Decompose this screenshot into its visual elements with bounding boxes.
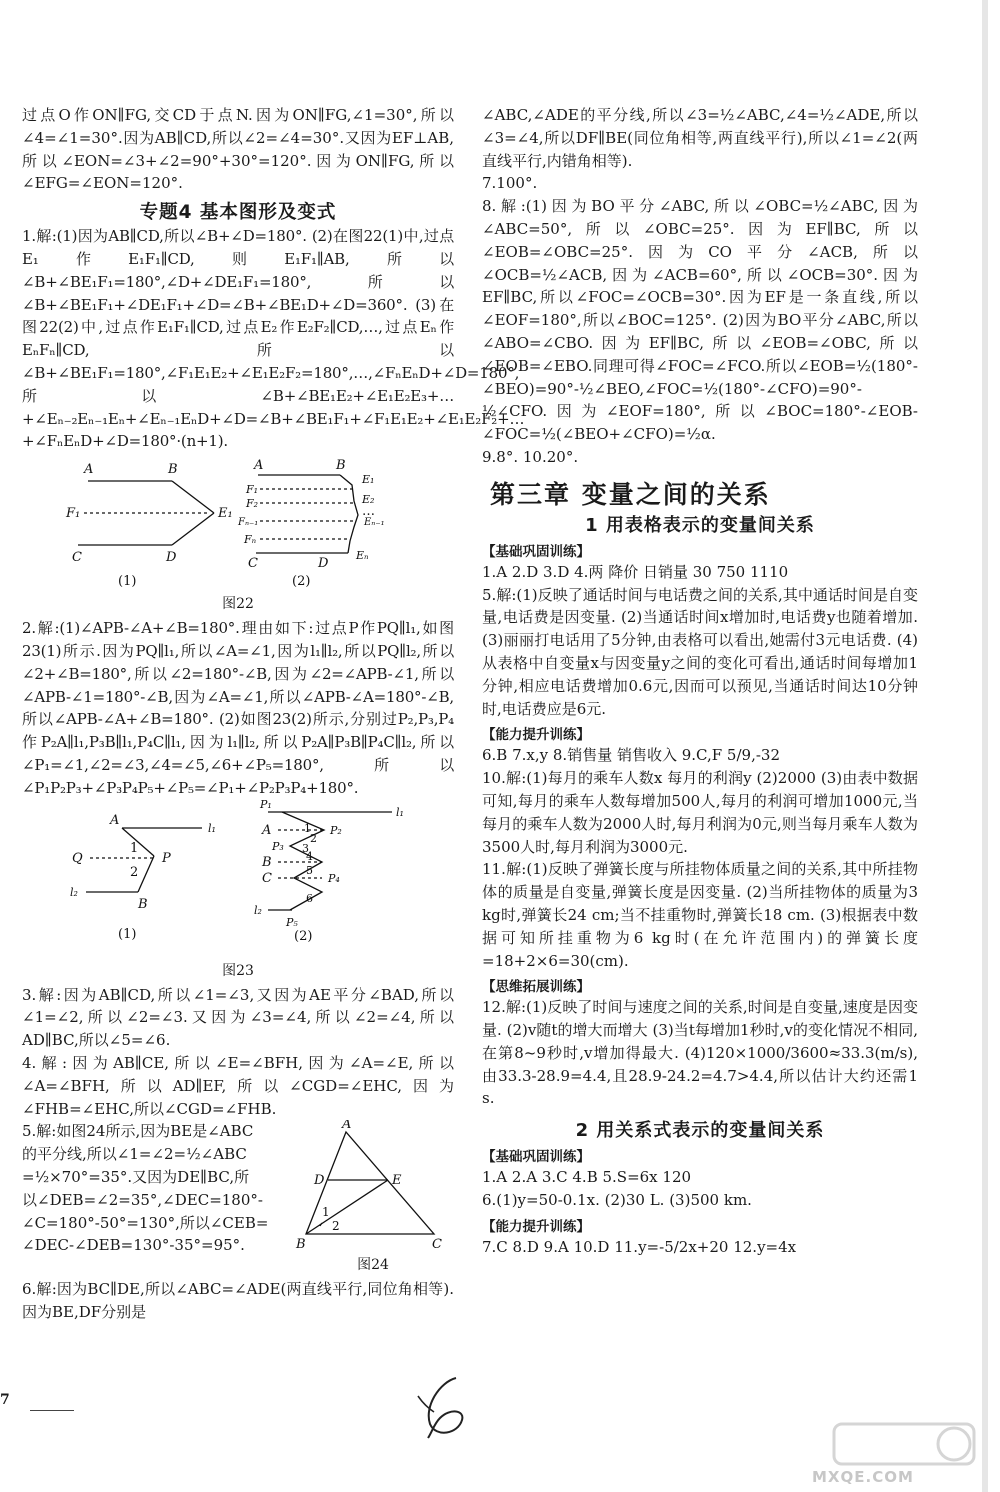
fig22-label: A: [84, 462, 94, 478]
fig23-label: P₂: [330, 823, 342, 837]
fig23-label: 6: [306, 891, 313, 905]
fig22-label: Fₙ₋₁: [238, 517, 259, 529]
fig23-label: 1: [130, 840, 139, 856]
fig24-label: B: [296, 1237, 306, 1251]
watermark-logo: [832, 1420, 982, 1468]
s1-ability-answers: 6.B 7.x,y 8.销售量 销售收入 9.C,F 5/9,-32: [482, 746, 780, 765]
fig23-label: 4: [306, 849, 313, 863]
fig23-label: P: [162, 850, 171, 866]
s1-question-5: 5.解:(1)反映了通话时间与电话费之间的关系,其中通话时间是自变量,电话费是因变量. (2)当通话时间x增加时,电话费y也随着增加. (3)丽丽打电话用了5分钟,由表格可以看出,她需付3元电话费. (4)从表格中自变量x与因变量y之间的变化可看出,通话时间每增加1分钟,相应电话费增加0.6元,因而可以预见,当通话时间达10分钟时,电话费应是6元.: [482, 585, 918, 718]
figure-23-caption: 图23: [222, 962, 254, 979]
figure-23: [22, 800, 454, 960]
s2-basic-answers: 1.A 2.A 3.C 4.B 5.S=6x 120: [482, 1168, 692, 1187]
fig24-label: E: [392, 1173, 402, 1189]
fig23-label: P₄: [328, 871, 340, 885]
fig24-label: A: [342, 1120, 352, 1133]
fig23-label: B: [262, 854, 272, 870]
tag-thinking: 【思维拓展训练】: [482, 979, 590, 996]
fig22-label: (2): [292, 574, 311, 590]
question-5-line: ∠C=180°-50°=130°,所以∠CEB=: [22, 1213, 269, 1232]
fig24-label: 1: [322, 1205, 330, 1220]
fig23-label: 2: [310, 831, 317, 845]
page-number-rule: [30, 1410, 74, 1411]
s1-question-12: 12.解:(1)反映了时间与速度之间的关系,时间是自变量,速度是因变量. (2)v随t的增大而增大 (3)当t每增加1秒时,v的变化情况不相同,在第8~9秒时,v增加得最大. (4)120×1000/3600≈33.3(m/s),由33.3-28.9=4.4,且28.9-24.2=4.7>4.4,所以估计大约还需1 s.: [482, 998, 918, 1108]
question-4: 4.解:因为AB∥CE,所以∠E=∠BFH,因为∠A=∠E,所以∠A=∠BFH,所以AD∥EF,所以∠CGD=∠EHC,因为∠FHB=∠EHC,所以∠CGD=∠FHB.: [22, 1053, 454, 1118]
fig23-label: B: [138, 896, 148, 912]
fig23-label: 2: [130, 864, 139, 880]
handwritten-scribble: [410, 1372, 490, 1442]
page-number: 7: [0, 1392, 10, 1408]
s1-question-10: 10.解:(1)每月的乘车人数x 每月的利润y (2)2000 (3)由表中数据可知,每月的乘车人数每增加500人,每月的利润可增加1000元,当每月的乘车人数为2000人时,每月利润为0元,则当每月乘车人数为3500人时,每月利润为3000元.: [482, 769, 918, 856]
fig24-label: C: [432, 1237, 442, 1251]
question-5-line: 的平分线,所以∠1=∠2=½∠ABC: [22, 1145, 247, 1164]
fig22-label: F₁: [246, 483, 259, 497]
question-1: 1.解:(1)因为AB∥CD,所以∠B+∠D=180°. (2)在图22(1)中,过点E₁作E₁F₁∥CD,则E₁F₁∥AB,所以∠B+∠BE₁F₁=180°,∠D+∠DE₁F₁=180°,所以∠B+∠BE₁F₁+∠DE₁F₁+∠D=∠B+∠BE₁D+∠D=360°. (3)在图22(2)中,过点作E₁F₁∥CD,过点E₂作E₂F₂∥CD,…,过点Eₙ作EₙFₙ∥CD,所以∠B+∠BE₁F₁=180°,∠F₁E₁E₂+∠E₁E₂F₂=180°,…,∠FₙEₙD+∠D=180°,所以∠B+∠BE₁E₂+∠E₁E₂E₃+…+∠Eₙ₋₂Eₙ₋₁Eₙ+∠Eₙ₋₁EₙD+∠D=∠B+∠BE₁F₁+∠F₁E₁E₂+∠E₁E₂F₂+…+∠FₙEₙD+∠D=180°·(n+1).: [22, 227, 525, 451]
fig22-label: F₂: [246, 497, 259, 511]
question-2: 2.解:(1)∠APB-∠A+∠B=180°.理由如下:过点P作PQ∥l₁,如图23(1)所示.因为PQ∥l₁,所以∠A=∠1,因为l₁∥l₂,所以PQ∥l₂,所以∠2+∠B=180°,所以∠2=180°-∠B,因为∠2=∠APB-∠1,所以∠APB-∠1=180°-∠B,因为∠A=∠1,所以∠APB-∠A=180°-∠B,所以∠APB-∠A+∠B=180°. (2)如图23(2)所示,分别过P₂,P₃,P₄作P₂A∥l₁,P₃B∥l₁,P₄C∥l₁,因为l₁∥l₂,所以P₂A∥P₃B∥P₄C∥l₂,所以∠P₁=∠1,∠2=∠3,∠4=∠5,∠6+∠P₅=180°,所以∠P₁P₂P₃+∠P₃P₄P₅+∠P₅=∠P₁+∠P₂P₃P₄+180°.: [22, 619, 454, 797]
fig22-label: (1): [118, 574, 137, 590]
fig23-label: (1): [118, 926, 137, 942]
fig22-label: B: [336, 458, 346, 474]
question-5-line: 以∠DEB=∠2=35°,∠DEC=180°-: [22, 1190, 263, 1209]
tag-ability-2: 【能力提升训练】: [482, 1218, 590, 1235]
fig23-label: Q: [72, 850, 83, 866]
fig23-label: P₅: [286, 915, 298, 929]
fig23-label: A: [110, 812, 120, 828]
tag-basic: 【基础巩固训练】: [482, 543, 590, 560]
page-edge-shadow: [976, 0, 996, 1492]
fig22-label: Fₙ: [244, 533, 257, 547]
fig22-label: E₂: [362, 493, 375, 507]
question-6: 6.解:因为BC∥DE,所以∠ABC=∠ADE(两直线平行,同位角相等).因为BE,DF分别是: [22, 1280, 454, 1322]
question-9-10: 9.8°. 10.20°.: [482, 447, 579, 466]
fig22-label: …: [362, 504, 375, 520]
fig22-label: D: [318, 556, 329, 572]
s1-basic-answers: 1.A 2.D 3.D 4.两 降价 日销量 30 750 1110: [482, 562, 789, 581]
fig24-label: D: [314, 1173, 325, 1189]
fig23-label: P₃: [272, 839, 284, 853]
question-5-line: ∠DEC-∠DEB=130°-35°=95°.: [22, 1236, 245, 1255]
section-1-title: 1 用表格表示的变量间关系: [585, 514, 815, 536]
question-5-line: 5.解:如图24所示,因为BE是∠ABC: [22, 1122, 254, 1141]
s1-question-11: 11.解:(1)反映了弹簧长度与所挂物体质量之间的关系,其中所挂物体的质量是自变量,弹簧长度是因变量. (2)当所挂物体的质量为3 kg时,弹簧长24 cm;当不挂重物时,弹簧长18 cm. (3)根据表中数据可知所挂重物为6 kg时(在允许范围内)的弹簧长度=18+2×6=30(cm).: [482, 860, 918, 970]
intro-paragraph: 过点O作ON∥FG,交CD于点N.因为ON∥FG,∠1=30°,所以∠4=∠1=30°.因为AB∥CD,所以∠2=∠4=30°.又因为EF⊥AB,所以∠EON=∠3+∠2=90°+30°=120°.因为ON∥FG,所以∠EFG=∠EON=120°.: [22, 106, 454, 193]
s2-ability-answers: 7.C 8.D 9.A 10.D 11.y=-5/2x+20 12.y=4x: [482, 1237, 797, 1256]
question-5-block: [22, 1120, 454, 1278]
fig22-label: Eₙ: [356, 549, 369, 563]
fig23-label: l₁: [396, 805, 404, 819]
tag-basic-2: 【基础巩固训练】: [482, 1149, 590, 1166]
fig22-label: F₁: [66, 506, 81, 522]
fig23-label: A: [262, 822, 272, 838]
tag-ability: 【能力提升训练】: [482, 727, 590, 744]
fig23-label: l₂: [70, 885, 78, 899]
fig23-label: l₁: [208, 821, 216, 835]
figure-22-caption: 图22: [222, 596, 254, 613]
s2-question-6: 6.(1)y=50-0.1x. (2)30 L. (3)500 km.: [482, 1191, 752, 1210]
fig22-label: C: [72, 550, 82, 566]
fig22-label: D: [166, 550, 177, 566]
chapter-title: 第三章 变量之间的关系: [490, 479, 771, 509]
figure-22: [22, 453, 454, 593]
watermark-text: MXQE.COM: [812, 1468, 914, 1486]
section-2-title: 2 用关系式表示的变量间关系: [575, 1120, 825, 1142]
fig23-label: l₂: [254, 903, 262, 917]
question-6-continued: ∠ABC,∠ADE的平分线,所以∠3=½∠ABC,∠4=½∠ADE,所以∠3=∠4,所以DF∥BE(同位角相等,两直线平行),所以∠1=∠2(两直线平行,内错角相等).: [482, 106, 918, 170]
fig23-label: 3: [302, 841, 309, 855]
fig23-label: C: [262, 870, 272, 886]
fig23-label: P₁: [260, 799, 272, 811]
fig24-label: 2: [332, 1219, 340, 1234]
fig22-label: E₁: [362, 473, 375, 487]
question-8: 8.解:(1)因为BO平分∠ABC,所以∠OBC=½∠ABC,因为∠ABC=50°,所以∠OBC=25°.因为EF∥BC,所以∠EOB=∠OBC=25°.因为CO平分∠ACB,所以∠OCB=½∠ACB,因为∠ACB=60°,所以∠OCB=30°.因为EF∥BC,所以∠FOC=∠OCB=30°.因为EF是一条直线,所以∠EOF=180°,所以∠BOC=125°. (2)因为BO平分∠ABC,所以∠ABO=∠CBO.因为EF∥BC,所以∠EOB=∠OBC,所以∠EOB=∠EBO.同理可得∠FOC=∠FCO.所以∠EOB=½(180°-∠BEO)=90°-½∠BEO,∠FOC=½(180°-∠CFO)=90°-½∠CFO.因为∠EOF=180°,所以∠BOC=180°-∠EOB-∠FOC=½(∠BEO+∠CFO)=½α.: [482, 197, 918, 444]
right-column: [482, 104, 918, 1259]
fig22-label: Eₙ₋₁: [364, 517, 385, 529]
fig22-label: A: [254, 458, 264, 474]
fig22-label: B: [168, 462, 178, 478]
topic-title: 专题4 基本图形及变式: [139, 202, 337, 224]
fig22-label: C: [248, 556, 258, 572]
fig23-label: (2): [294, 928, 313, 944]
fig22-label: E₁: [218, 506, 233, 522]
fig23-label: 5: [306, 863, 313, 877]
figure-24: [292, 1120, 454, 1250]
question-3: 3.解:因为AB∥CD,所以∠1=∠3,又因为AE平分∠BAD,所以∠1=∠2,所以∠2=∠3.又因为∠3=∠4,所以∠2=∠4,所以AD∥BC,所以∠5=∠6.: [22, 985, 454, 1050]
question-7: 7.100°.: [482, 174, 538, 193]
fig23-label: 1: [304, 821, 311, 835]
figure-24-caption: 图24: [357, 1257, 389, 1274]
question-5-line: =½×70°=35°.又因为DE∥BC,所: [22, 1167, 250, 1186]
